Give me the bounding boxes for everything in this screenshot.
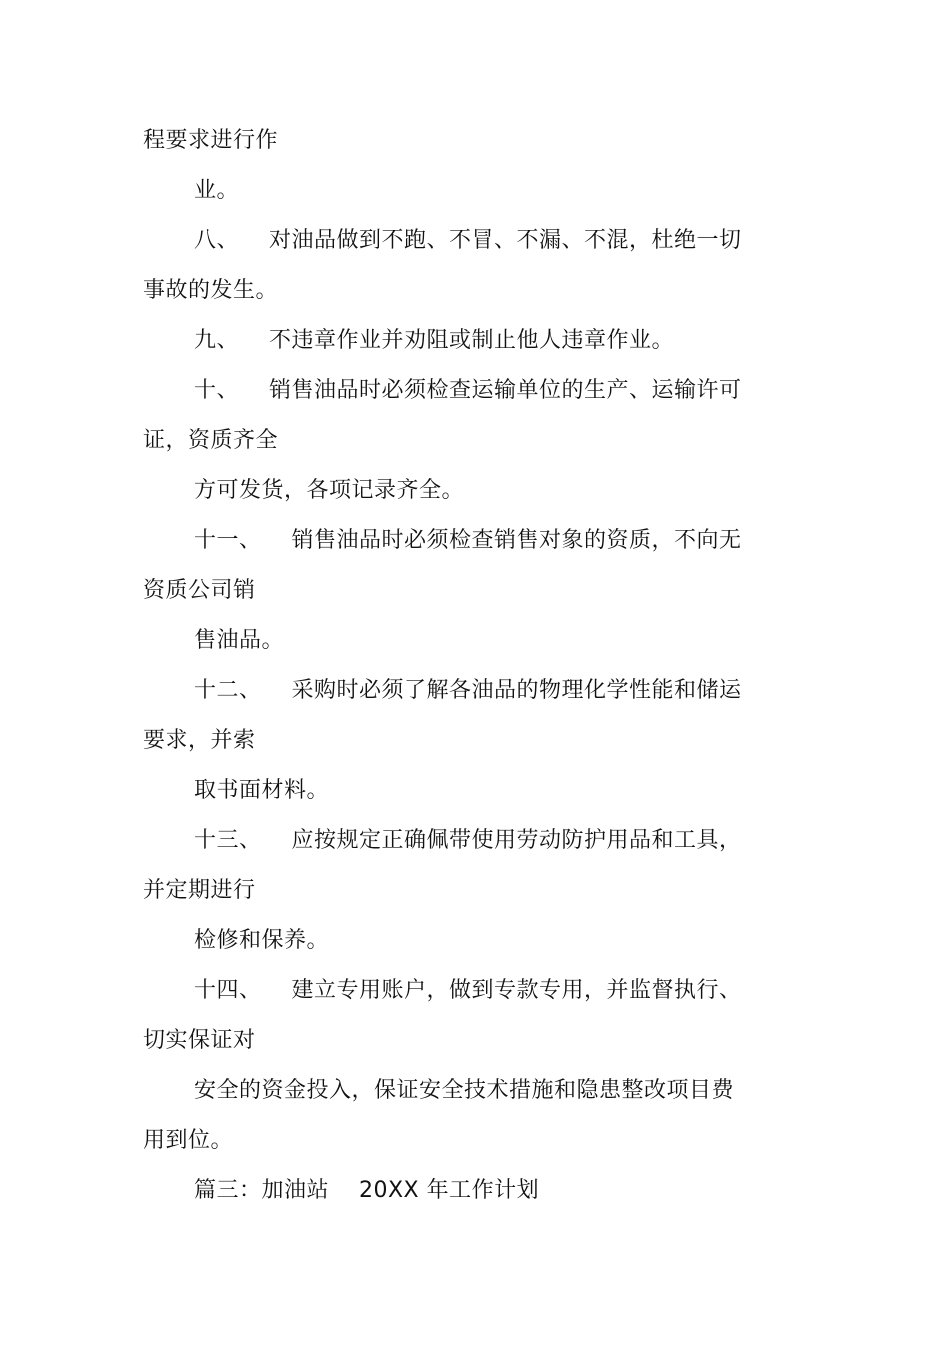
text-line: 安全的资金投入，保证安全技术措施和隐患整改项目费 <box>194 1078 735 1103</box>
text-line: 用到位。 <box>143 1128 234 1153</box>
text-line: 取书面材料。 <box>194 778 330 803</box>
text-line: 八、 对油品做到不跑、不冒、不漏、不混，杜绝一切 <box>194 228 742 253</box>
section-heading: 篇三：加油站 20XX 年工作计划 <box>194 1178 540 1203</box>
text-line: 业。 <box>194 178 240 203</box>
text-line: 资质公司销 <box>143 578 256 603</box>
text-line: 九、 不违章作业并劝阻或制止他人违章作业。 <box>194 328 674 353</box>
text-line: 售油品。 <box>194 628 285 653</box>
text-line: 切实保证对 <box>143 1028 256 1053</box>
text-line: 十二、 采购时必须了解各油品的物理化学性能和储运 <box>194 678 742 703</box>
text-line: 十四、 建立专用账户，做到专款专用，并监督执行、 <box>194 978 742 1003</box>
text-line: 要求，并索 <box>143 728 256 753</box>
text-line: 方可发货，各项记录齐全。 <box>194 478 465 503</box>
text-line: 十三、 应按规定正确佩带使用劳动防护用品和工具， <box>194 828 742 853</box>
text-line: 十一、 销售油品时必须检查销售对象的资质，不向无 <box>194 528 742 553</box>
text-line: 程要求进行作 <box>143 128 279 153</box>
text-line: 检修和保养。 <box>194 928 330 953</box>
text-line: 证，资质齐全 <box>143 428 279 453</box>
text-line: 十、 销售油品时必须检查运输单位的生产、运输许可 <box>194 378 742 403</box>
text-line: 并定期进行 <box>143 878 256 903</box>
text-line: 事故的发生。 <box>143 278 279 303</box>
